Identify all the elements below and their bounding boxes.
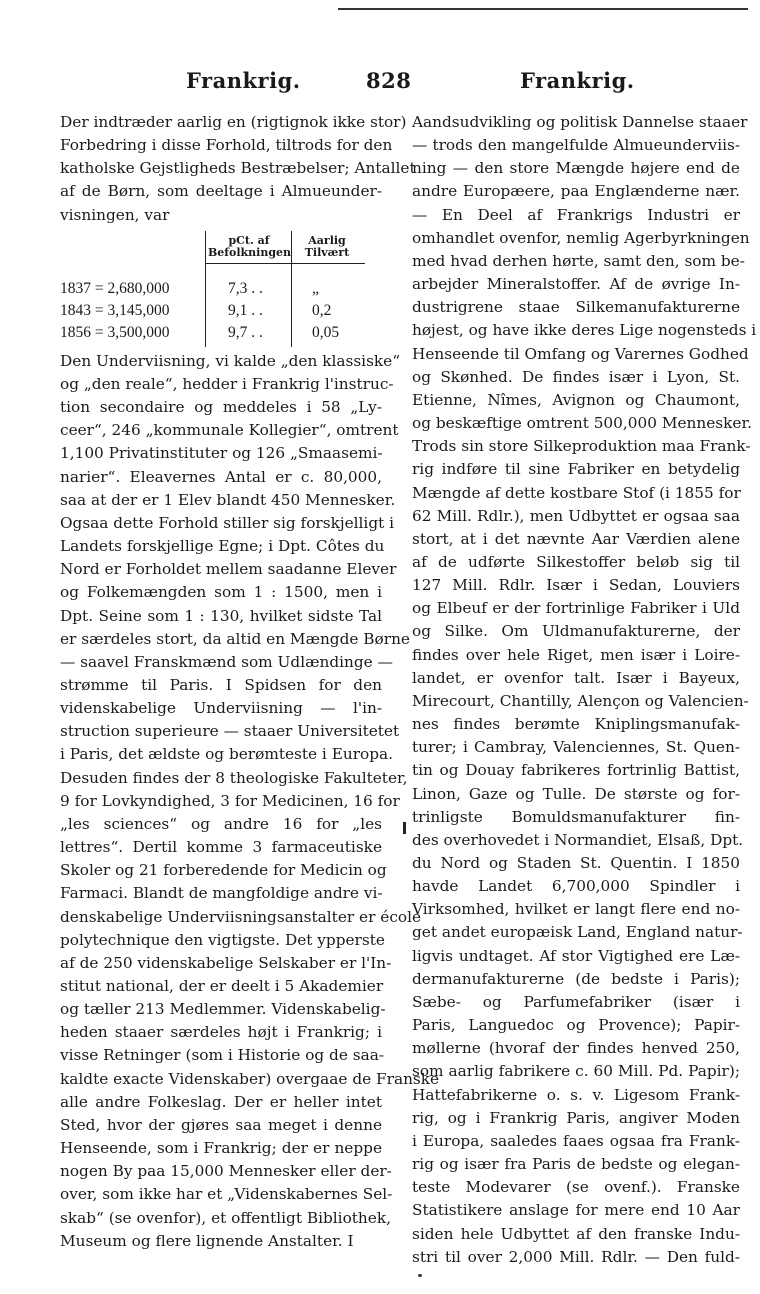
text-line: 127 Mill. Rdlr. Især i Sedan, Louviers — [412, 576, 740, 595]
text-line: saa at der er 1 Elev blandt 450 Mennesker. — [60, 490, 396, 509]
table-cell-year: 1843 = 3,145,000 — [60, 301, 170, 319]
table-row — [60, 277, 382, 299]
text-line: Museum og flere lignende Anstalter. I — [60, 1231, 354, 1250]
text-line: 62 Mill. Rdlr.), men Udbyttet er ogsaa saa — [412, 506, 740, 525]
text-line: med hvad derhen hørte, samt den, som be- — [412, 251, 745, 270]
text-line: højest, og have ikke deres Lige nogensteds i — [412, 321, 757, 340]
text-line: dermanufakturerne (de bedste i Paris); — [412, 969, 740, 988]
text-line: visningen, var — [60, 205, 170, 224]
text-line: Mængde af dette kostbare Stof (i 1855 for — [412, 483, 741, 502]
right-column — [412, 111, 757, 1269]
text-line: skab“ (se ovenfor), et offentligt Bibliothek, — [60, 1208, 391, 1227]
text-line: strømme til Paris. I Spidsen for den — [60, 675, 382, 694]
text-line: Skoler og 21 forberedende for Medicin og — [60, 861, 387, 880]
table-header-rule — [205, 263, 365, 264]
text-line: Farmaci. Blandt de mangfoldige andre vi- — [60, 884, 383, 903]
text-line: og tæller 213 Medlemmer. Videnskabelig- — [60, 1000, 386, 1019]
text-line: Ogsaa dette Forhold stiller sig forskjelligt i — [60, 513, 395, 532]
text-line: møllerne (hvoraf der findes henved 250, — [412, 1039, 740, 1058]
page-number: 828 — [366, 68, 412, 93]
text-line: og Elbeuf er der fortrinlige Fabriker i Uld — [412, 599, 740, 618]
text-line: Mirecourt, Chantilly, Alençon og Valencien- — [412, 691, 749, 710]
text-line: er særdeles stort, da altid en Mængde Børne — [60, 629, 410, 648]
text-line: 1,100 Privatinstituter og 126 „Smaasemi- — [60, 444, 383, 463]
text-line: denskabelige Underviisningsanstalter er école — [60, 907, 422, 926]
text-line: 9 for Lovkyndighed, 3 for Medicinen, 16 for — [60, 791, 400, 810]
text-line: og beskæftige omtrent 500,000 Mennesker. — [412, 414, 752, 433]
text-line: nogen By paa 15,000 Mennesker eller der- — [60, 1162, 392, 1181]
right-body-text — [412, 111, 757, 1269]
table-cell-annual: 0,05 — [312, 323, 340, 341]
text-line: over, som ikke har et „Videnskabernes Sel- — [60, 1185, 393, 1204]
text-line: struction superieure — staaer Universitetet — [60, 722, 400, 741]
text-line: lettres“. Dertil komme 3 farmaceutiske — [60, 838, 382, 857]
running-head-right: Frankrig. — [520, 68, 635, 93]
text-line: — En Deel af Frankrigs Industri er — [412, 205, 740, 224]
table-cell-year: 1837 = 2,680,000 — [60, 279, 170, 297]
text-line: rig, og i Frankrig Paris, angiver Moden — [412, 1108, 740, 1127]
text-line: stort, at i det nævnte Aar Værdien alene — [412, 529, 740, 548]
text-line: i Paris, det ældste og berømteste i Europa. — [60, 745, 394, 764]
text-line: — trods den mangelfulde Almueunderviis- — [412, 136, 740, 155]
text-line: Nord er Forholdet mellem saadanne Elever — [60, 560, 397, 579]
text-line: turer; i Cambray, Valenciennes, St. Quen- — [412, 738, 740, 757]
table-cell-year: 1856 = 3,500,000 — [60, 323, 170, 341]
text-line: Forbedring i disse Forhold, tiltrods for den — [60, 136, 393, 155]
text-line: stitut national, der er deelt i 5 Akademier — [60, 977, 384, 995]
text-line: visse Retninger (som i Historie og de saa- — [60, 1046, 385, 1065]
statistics-table — [60, 229, 382, 347]
text-line: alle andre Folkeslag. Der er heller intet — [60, 1092, 382, 1111]
text-line: Virksomhed, hvilket er langt flere end no- — [412, 900, 740, 919]
table-row — [60, 299, 382, 321]
text-line: du Nord og Staden St. Quentin. I 1850 — [412, 854, 740, 872]
text-line: som aarlig fabrikere c. 60 Mill. Pd. Papir); — [412, 1062, 740, 1081]
text-line: ligvis undtaget. Af stor Vigtighed ere Læ- — [412, 946, 740, 965]
text-line: Henseende, som i Frankrig; der er neppe — [60, 1139, 382, 1158]
text-line: Sæbe- og Parfumefabriker (især i — [412, 992, 740, 1011]
text-line: siden hele Udbyttet af den franske Indu- — [412, 1224, 740, 1243]
text-line: i Europa, saaledes faaes ogsaa fra Frank- — [412, 1131, 740, 1150]
text-line: ceer“, 246 „kommunale Kollegier“, omtrent — [60, 421, 399, 440]
text-line: landet, er ovenfor talt. Især i Bayeux, — [412, 668, 740, 687]
text-line: Dpt. Seine som 1 : 130, hvilket sidste Tal — [60, 606, 382, 625]
text-line: heden staaer særdeles højt i Frankrig; i — [60, 1023, 382, 1042]
text-line: Linon, Gaze og Tulle. De største og for- — [412, 784, 740, 803]
text-line: tion secondaire og meddeles i 58 „Ly- — [60, 398, 382, 417]
text-line: og Folkemængden som 1 : 1500, men i — [60, 583, 382, 602]
text-line: omhandlet ovenfor, nemlig Agerbyrkningen — [412, 228, 750, 247]
text-line: Paris, Languedoc og Provence); Papir- — [412, 1016, 740, 1035]
text-line: og Skønhed. De findes især i Lyon, St. — [412, 367, 740, 386]
text-line: rig og især fra Paris de bedste og elegan- — [412, 1155, 740, 1174]
table-cell-percent: 9,1 . . — [228, 301, 263, 319]
text-line: get andet europæisk Land, England natur- — [412, 923, 743, 942]
text-line: Etienne, Nîmes, Avignon og Chaumont, — [412, 390, 740, 409]
text-line: dustrigrene staae Silkemanufakturerne — [412, 298, 740, 317]
text-line: des overhovedet i Normandiet, Elsaß, Dpt. — [412, 830, 744, 849]
text-line: Sted, hvor der gjøres saa meget i denne — [60, 1115, 382, 1134]
margin-mark — [403, 822, 406, 834]
text-line: og „den reale“, hedder i Frankrig l'instruc- — [60, 374, 394, 393]
text-line: ning — den store Mængde højere end de — [412, 159, 740, 178]
text-line: stri til over 2,000 Mill. Rdlr. — Den fuld- — [412, 1247, 740, 1266]
text-line: Trods sin store Silkeproduktion maa Frank- — [412, 437, 751, 456]
text-line: rig indføre til sine Fabriker en betydelig — [412, 460, 740, 479]
text-line: Desuden findes der 8 theologiske Fakulteter, — [60, 768, 408, 787]
text-line: af de udførte Silkestoffer beløb sig til — [412, 552, 740, 571]
text-line: „les sciences“ og andre 16 for „les — [60, 814, 382, 833]
text-line: Aandsudvikling og politisk Dannelse staaer — [412, 113, 748, 131]
text-line: Hattefabrikerne o. s. v. Ligesom Frank- — [412, 1085, 740, 1104]
table-cell-percent: 9,7 . . — [228, 323, 263, 341]
table-header-annual: Aarlig Tilvært — [304, 233, 350, 259]
table-header-percent: pCt. af Befolkningen — [208, 233, 292, 259]
text-line: katholske Gejstligheds Bestræbelser; Antallet — [60, 159, 416, 178]
text-line: polytechnique den vigtigste. Det ypperste — [60, 930, 385, 949]
text-line: havde Landet 6,700,000 Spindler i — [412, 877, 740, 896]
text-line: Landets forskjellige Egne; i Dpt. Côtes du — [60, 537, 385, 556]
page-header — [0, 68, 760, 100]
text-line: andre Europæere, paa Englænderne nær. — [412, 182, 740, 201]
text-line: Henseende til Omfang og Varernes Godhed — [412, 344, 749, 363]
left-intro-paragraph — [60, 111, 416, 227]
text-line: teste Modevarer (se ovenf.). Franske — [412, 1178, 740, 1197]
running-head-left: Frankrig. — [186, 68, 301, 93]
text-line: — saavel Franskmænd som Udlændinge — — [60, 652, 393, 671]
text-line: og Silke. Om Uldmanufakturerne, der — [412, 622, 740, 641]
table-cell-annual: „ — [312, 279, 319, 297]
text-line: Statistikere anslage for mere end 10 Aar — [412, 1201, 740, 1220]
table-row — [60, 321, 382, 343]
text-line: tin og Douay fabrikeres fortrinlig Battist, — [412, 761, 740, 780]
left-column — [60, 111, 440, 1253]
text-line: arbejder Mineralstoffer. Af de øvrige In- — [412, 275, 740, 294]
table-cell-annual: 0,2 — [312, 301, 332, 319]
text-line: Der indtræder aarlig en (rigtignok ikke stor) — [60, 113, 407, 131]
text-line: Den Underviisning, vi kalde „den klassiske“ — [60, 351, 401, 370]
table-cell-percent: 7,3 . . — [228, 279, 263, 297]
bottom-mark — [418, 1274, 422, 1277]
text-line: kaldte exacte Videnskaber) overgaae de Franske — [60, 1069, 440, 1088]
text-line: narier“. Eleavernes Antal er c. 80,000, — [60, 467, 382, 486]
text-line: findes over hele Riget, men især i Loire- — [412, 645, 740, 664]
text-line: nes findes berømte Kniplingsmanufak- — [412, 715, 740, 734]
text-line: trinligste Bomuldsmanufakturer fin- — [412, 807, 740, 826]
top-rule — [338, 8, 748, 10]
text-line: af de Børn, som deeltage i Almueunder- — [60, 182, 382, 201]
text-line: af de 250 videnskabelige Selskaber er l'In- — [60, 953, 392, 972]
text-line: videnskabelige Underviisning — l'in- — [60, 699, 382, 718]
left-body-text — [60, 350, 440, 1253]
